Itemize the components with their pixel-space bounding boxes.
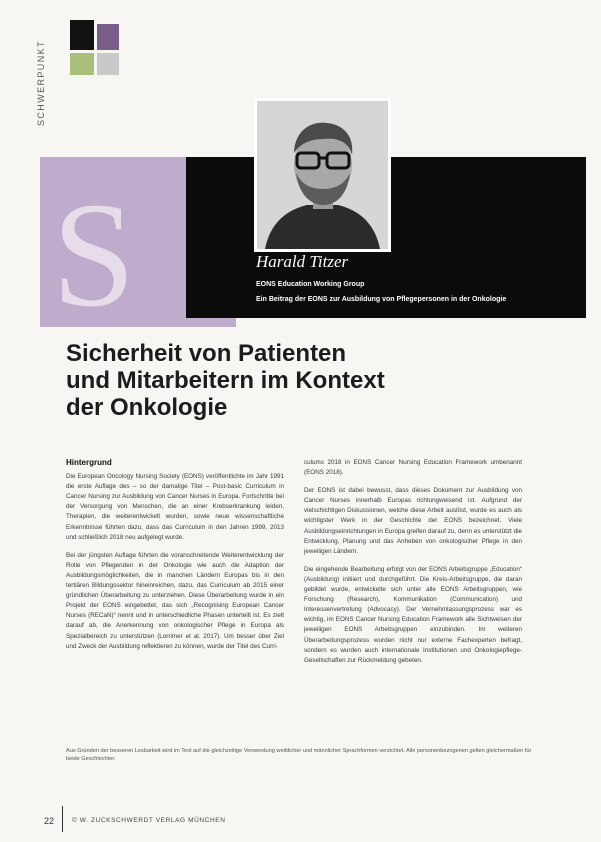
author-affiliation: EONS Education Working Group (256, 281, 365, 288)
title-line: Sicherheit von Patienten (66, 340, 347, 367)
title-line: der Onkologie (66, 394, 228, 421)
section-heading: Hintergrund (66, 458, 112, 467)
paragraph: Der EONS ist dabei bewusst, dass dieses Dokument zur Ausbildung von Cancer Nurses innerhalb Europas richtungweisend ist. Aufgrund der vielschichtigen Diskussionen, welche diese Arbeit auslöst, wurde es auch als wichtigster Werk in der Geschichte der EONS bezeichnet. Viele Ausbildungseinrichtungen in Europa greifen darauf zu, denn es unterstützt die Entwicklung, Planung und das Anheben von onkologischer Pflege in den jeweiligen Ländern. (304, 487, 522, 555)
paragraph: Bei der jüngsten Auflage führten die voranschreitende Weiterentwicklung der Rolle von Pflegenden in der Onkologie wie auch die Adaption der Ausbildungsmöglichkeiten, die in manchen Ländern Europas bis in den tertiären Bildungssektor hineinreichen, dazu, das Curriculum ab 2015 einer gründlichen Überarbeitung zu unterziehen. Diese Überarbeitung wurde in ein Projekt der EONS eingebettet, das sich „Recognising European Cancer Nurses (RECaN)“ nennt und in unterschiedliche Phasen unterteilt ist. Es zielt darauf ab, die Anerkennung von onkologischer Pflege in Europa als Spezialbereich zu unterstützen (Lorrimer et al. 2017). Um besser über Ziel und Zweck der Ausbildung reflektieren zu können, wurde der Titel des Curri- (66, 551, 284, 650)
color-square-purple (97, 24, 119, 50)
body-column-left (66, 458, 284, 660)
page-number: 22 (44, 816, 55, 826)
footer-divider (62, 806, 63, 832)
author-name: Harald Titzer (256, 252, 349, 271)
author-photo (254, 98, 391, 252)
article-title (66, 340, 526, 421)
publisher-credit: © W. ZUCKSCHWERDT VERLAG MÜNCHEN (72, 817, 226, 824)
decorative-initial-s: S (52, 172, 136, 338)
color-square-gray (97, 53, 119, 75)
color-square-black (70, 20, 94, 50)
section-label: SCHWERPUNKT (36, 40, 46, 126)
contribution-note: Ein Beitrag der EONS zur Ausbildung von Pflegepersonen in der Onkologie (256, 296, 507, 303)
paragraph: Die eingehende Bearbeitung erfolgt von der EONS Arbeitsgruppe „Education“ (Ausbildung) initiiert und durchgeführt. Die Kreis-Arbeitsgruppe, die daran gebildet wurde, entwickelte sich unter alle EONS Arbeitsgruppen, wie Forschung (Research), Kommunikation (Communication) und Interessenvertretung (Advocacy). Der Vernehmlassungsprozess war es wichtig, im EONS Cancer Nursing Education Framework alle Sichtweisen der jeweiligen EONS Arbeitsgruppen einzubinden. Im weiteren Überarbeitungsprozess wurden nicht nur externe Fachexperten befragt, sondern es wurden auch internationale Institutionen und Onkologiepflege-Gesellschaften zur Rückmeldung gebeten. (304, 565, 522, 664)
color-square-green (70, 53, 94, 75)
paragraph: culums 2018 in EONS Cancer Nursing Education Framework umbenannt (EONS 2018). (304, 459, 522, 477)
paragraph: Die European Oncology Nursing Society (EONS) veröffentlichte im Jahr 1991 die erste Auflage des – so der damalige Titel – Post-basic Curriculum in Cancer Nursing zur Ausbildung von Cancer Nurses in Europa. Fortschritte bei der Versorgung von Menschen, die an einer Krebserkrankung leiden, Therapien, die weiterentwickelt wurden, sowie neue wissenschaftliche Erkenntnisse führten dazu, dass das Curriculum in den Jahren 1999, 2013 und schließlich 2018 neu aufgelegt wurde. (66, 473, 284, 541)
title-line: und Mitarbeitern im Kontext (66, 367, 385, 394)
footnote: Aus Gründen der besseren Lesbarkeit wird im Text auf die gleichzeitige Verwendung weiblicher und männlicher Sprachformen verzichtet. Alle personenbezogenen gelten gleichermaßen für beide Geschlechter. (66, 748, 532, 763)
body-column-right (304, 458, 522, 674)
